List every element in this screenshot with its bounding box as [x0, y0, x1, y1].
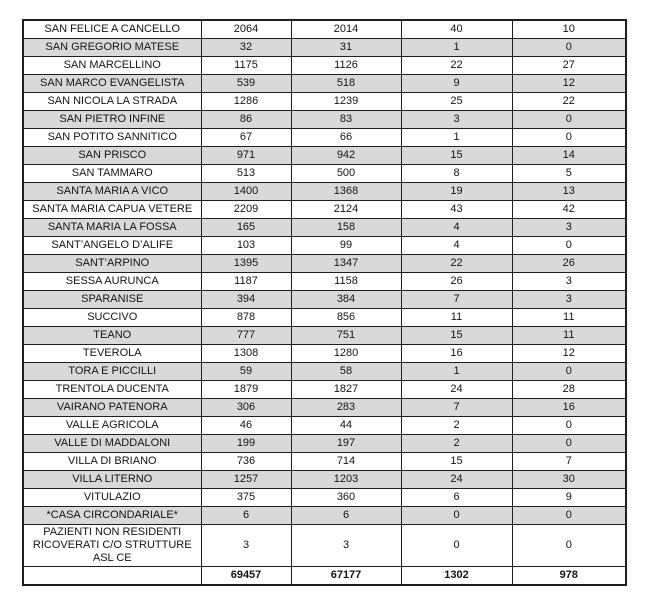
municipality-name-cell: SPARANISE — [23, 291, 201, 309]
value-cell: 2 — [401, 417, 512, 435]
value-cell: 1286 — [201, 93, 291, 111]
value-cell: 12 — [512, 345, 626, 363]
municipality-name-cell: VAIRANO PATENORA — [23, 399, 201, 417]
value-cell: 2124 — [291, 201, 401, 219]
value-cell: 518 — [291, 75, 401, 93]
value-cell: 1400 — [201, 183, 291, 201]
value-cell: 2 — [401, 435, 512, 453]
value-cell: 777 — [201, 327, 291, 345]
value-cell: 42 — [512, 201, 626, 219]
table-row — [23, 327, 626, 345]
value-cell: 3 — [512, 273, 626, 291]
value-cell: 1126 — [291, 57, 401, 75]
value-cell: 43 — [401, 201, 512, 219]
municipality-name-cell: VALLE DI MADDALONI — [23, 435, 201, 453]
value-cell: 25 — [401, 93, 512, 111]
municipality-name-cell: SAN POTITO SANNITICO — [23, 129, 201, 147]
municipality-name-cell: SUCCIVO — [23, 309, 201, 327]
table-row — [23, 435, 626, 453]
value-cell: 24 — [401, 471, 512, 489]
value-cell: 1280 — [291, 345, 401, 363]
table-row — [23, 183, 626, 201]
table-row — [23, 273, 626, 291]
value-cell: 32 — [201, 39, 291, 57]
value-cell: 158 — [291, 219, 401, 237]
value-cell: 0 — [512, 363, 626, 381]
value-cell: 9 — [401, 75, 512, 93]
value-cell: 58 — [291, 363, 401, 381]
value-cell: 2014 — [291, 20, 401, 39]
table-row — [23, 309, 626, 327]
value-cell: 714 — [291, 453, 401, 471]
value-cell: 384 — [291, 291, 401, 309]
value-cell: 1187 — [201, 273, 291, 291]
municipality-name-cell: SANTA MARIA CAPUA VETERE — [23, 201, 201, 219]
value-cell: 7 — [401, 399, 512, 417]
municipality-name-cell: SAN MARCO EVANGELISTA — [23, 75, 201, 93]
value-cell: 99 — [291, 237, 401, 255]
value-cell: 22 — [401, 57, 512, 75]
value-cell: 736 — [201, 453, 291, 471]
value-cell: 4 — [401, 219, 512, 237]
value-cell: 3 — [512, 219, 626, 237]
table-row — [23, 165, 626, 183]
table-row — [23, 75, 626, 93]
value-cell: 165 — [201, 219, 291, 237]
municipality-name-cell: SANT’ANGELO D’ALIFE — [23, 237, 201, 255]
municipality-name-cell: SANTA MARIA LA FOSSA — [23, 219, 201, 237]
value-cell: 878 — [201, 309, 291, 327]
municipality-name-cell: SAN PRISCO — [23, 147, 201, 165]
municipality-name-cell: SANTA MARIA A VICO — [23, 183, 201, 201]
value-cell: 394 — [201, 291, 291, 309]
value-cell: 1 — [401, 39, 512, 57]
municipality-name-cell: SAN MARCELLINO — [23, 57, 201, 75]
value-cell: 1158 — [291, 273, 401, 291]
value-cell: 856 — [291, 309, 401, 327]
value-cell: 16 — [401, 345, 512, 363]
totals-value-cell: 67177 — [291, 566, 401, 585]
municipality-name-cell: SAN NICOLA LA STRADA — [23, 93, 201, 111]
value-cell: 6 — [201, 507, 291, 525]
value-cell: 3 — [512, 291, 626, 309]
value-cell: 197 — [291, 435, 401, 453]
value-cell: 27 — [512, 57, 626, 75]
table-row — [23, 345, 626, 363]
value-cell: 513 — [201, 165, 291, 183]
value-cell: 1257 — [201, 471, 291, 489]
table-row — [23, 417, 626, 435]
value-cell: 1308 — [201, 345, 291, 363]
value-cell: 67 — [201, 129, 291, 147]
table-row — [23, 93, 626, 111]
value-cell: 16 — [512, 399, 626, 417]
value-cell: 59 — [201, 363, 291, 381]
asl-municipality-table — [22, 19, 627, 586]
asl-table-body — [23, 20, 626, 585]
value-cell: 14 — [512, 147, 626, 165]
municipality-name-cell: TEANO — [23, 327, 201, 345]
table-row — [23, 525, 626, 567]
value-cell: 0 — [512, 507, 626, 525]
municipality-name-cell: VILLA DI BRIANO — [23, 453, 201, 471]
value-cell: 86 — [201, 111, 291, 129]
totals-value-cell: 978 — [512, 566, 626, 585]
value-cell: 751 — [291, 327, 401, 345]
value-cell: 13 — [512, 183, 626, 201]
municipality-name-cell: SESSA AURUNCA — [23, 273, 201, 291]
value-cell: 1 — [401, 129, 512, 147]
value-cell: 103 — [201, 237, 291, 255]
municipality-name-cell: VILLA LITERNO — [23, 471, 201, 489]
value-cell: 30 — [512, 471, 626, 489]
value-cell: 40 — [401, 20, 512, 39]
value-cell: 19 — [401, 183, 512, 201]
value-cell: 3 — [201, 525, 291, 567]
table-row — [23, 201, 626, 219]
value-cell: 0 — [512, 417, 626, 435]
table-row — [23, 507, 626, 525]
municipality-name-cell: *CASA CIRCONDARIALE* — [23, 507, 201, 525]
value-cell: 11 — [512, 327, 626, 345]
value-cell: 15 — [401, 327, 512, 345]
totals-label-cell — [23, 566, 201, 585]
value-cell: 1239 — [291, 93, 401, 111]
value-cell: 199 — [201, 435, 291, 453]
value-cell: 83 — [291, 111, 401, 129]
municipality-name-cell: TEVEROLA — [23, 345, 201, 363]
table-row — [23, 363, 626, 381]
table-row — [23, 147, 626, 165]
table-row — [23, 255, 626, 273]
value-cell: 0 — [512, 39, 626, 57]
value-cell: 0 — [512, 111, 626, 129]
value-cell: 22 — [512, 93, 626, 111]
value-cell: 8 — [401, 165, 512, 183]
value-cell: 0 — [512, 525, 626, 567]
asl-table-container — [22, 19, 627, 586]
value-cell: 0 — [512, 129, 626, 147]
value-cell: 1368 — [291, 183, 401, 201]
value-cell: 0 — [401, 525, 512, 567]
table-row — [23, 453, 626, 471]
value-cell: 1395 — [201, 255, 291, 273]
table-row — [23, 489, 626, 507]
value-cell: 5 — [512, 165, 626, 183]
municipality-name-cell: TRENTOLA DUCENTA — [23, 381, 201, 399]
value-cell: 9 — [512, 489, 626, 507]
value-cell: 0 — [512, 435, 626, 453]
value-cell: 0 — [512, 237, 626, 255]
value-cell: 1 — [401, 363, 512, 381]
value-cell: 6 — [401, 489, 512, 507]
totals-value-cell: 1302 — [401, 566, 512, 585]
value-cell: 7 — [512, 453, 626, 471]
value-cell: 6 — [291, 507, 401, 525]
table-row — [23, 291, 626, 309]
municipality-name-cell: PAZIENTI NON RESIDENTI RICOVERATI C/O STRUTTURE ASL CE — [23, 525, 201, 567]
value-cell: 375 — [201, 489, 291, 507]
value-cell: 12 — [512, 75, 626, 93]
value-cell: 4 — [401, 237, 512, 255]
value-cell: 1827 — [291, 381, 401, 399]
value-cell: 44 — [291, 417, 401, 435]
value-cell: 942 — [291, 147, 401, 165]
table-row — [23, 129, 626, 147]
value-cell: 26 — [401, 273, 512, 291]
value-cell: 10 — [512, 20, 626, 39]
value-cell: 3 — [401, 111, 512, 129]
municipality-name-cell: VALLE AGRICOLA — [23, 417, 201, 435]
municipality-name-cell: SANT’ARPINO — [23, 255, 201, 273]
totals-row — [23, 566, 626, 585]
table-row — [23, 111, 626, 129]
municipality-name-cell: SAN FELICE A CANCELLO — [23, 20, 201, 39]
value-cell: 1879 — [201, 381, 291, 399]
totals-value-cell: 69457 — [201, 566, 291, 585]
value-cell: 66 — [291, 129, 401, 147]
municipality-name-cell: SAN GREGORIO MATESE — [23, 39, 201, 57]
value-cell: 1203 — [291, 471, 401, 489]
value-cell: 0 — [401, 507, 512, 525]
value-cell: 3 — [291, 525, 401, 567]
municipality-name-cell: SAN TAMMARO — [23, 165, 201, 183]
value-cell: 283 — [291, 399, 401, 417]
value-cell: 26 — [512, 255, 626, 273]
table-row — [23, 39, 626, 57]
value-cell: 7 — [401, 291, 512, 309]
value-cell: 24 — [401, 381, 512, 399]
municipality-name-cell: SAN PIETRO INFINE — [23, 111, 201, 129]
table-row — [23, 399, 626, 417]
value-cell: 15 — [401, 147, 512, 165]
municipality-name-cell: VITULAZIO — [23, 489, 201, 507]
table-row — [23, 381, 626, 399]
table-row — [23, 20, 626, 39]
value-cell: 11 — [512, 309, 626, 327]
table-row — [23, 237, 626, 255]
table-row — [23, 219, 626, 237]
value-cell: 971 — [201, 147, 291, 165]
value-cell: 15 — [401, 453, 512, 471]
value-cell: 2209 — [201, 201, 291, 219]
value-cell: 306 — [201, 399, 291, 417]
value-cell: 1175 — [201, 57, 291, 75]
value-cell: 1347 — [291, 255, 401, 273]
municipality-name-cell: TORA E PICCILLI — [23, 363, 201, 381]
value-cell: 500 — [291, 165, 401, 183]
value-cell: 11 — [401, 309, 512, 327]
value-cell: 31 — [291, 39, 401, 57]
value-cell: 360 — [291, 489, 401, 507]
table-row — [23, 471, 626, 489]
value-cell: 22 — [401, 255, 512, 273]
value-cell: 539 — [201, 75, 291, 93]
value-cell: 46 — [201, 417, 291, 435]
value-cell: 2064 — [201, 20, 291, 39]
table-row — [23, 57, 626, 75]
value-cell: 28 — [512, 381, 626, 399]
